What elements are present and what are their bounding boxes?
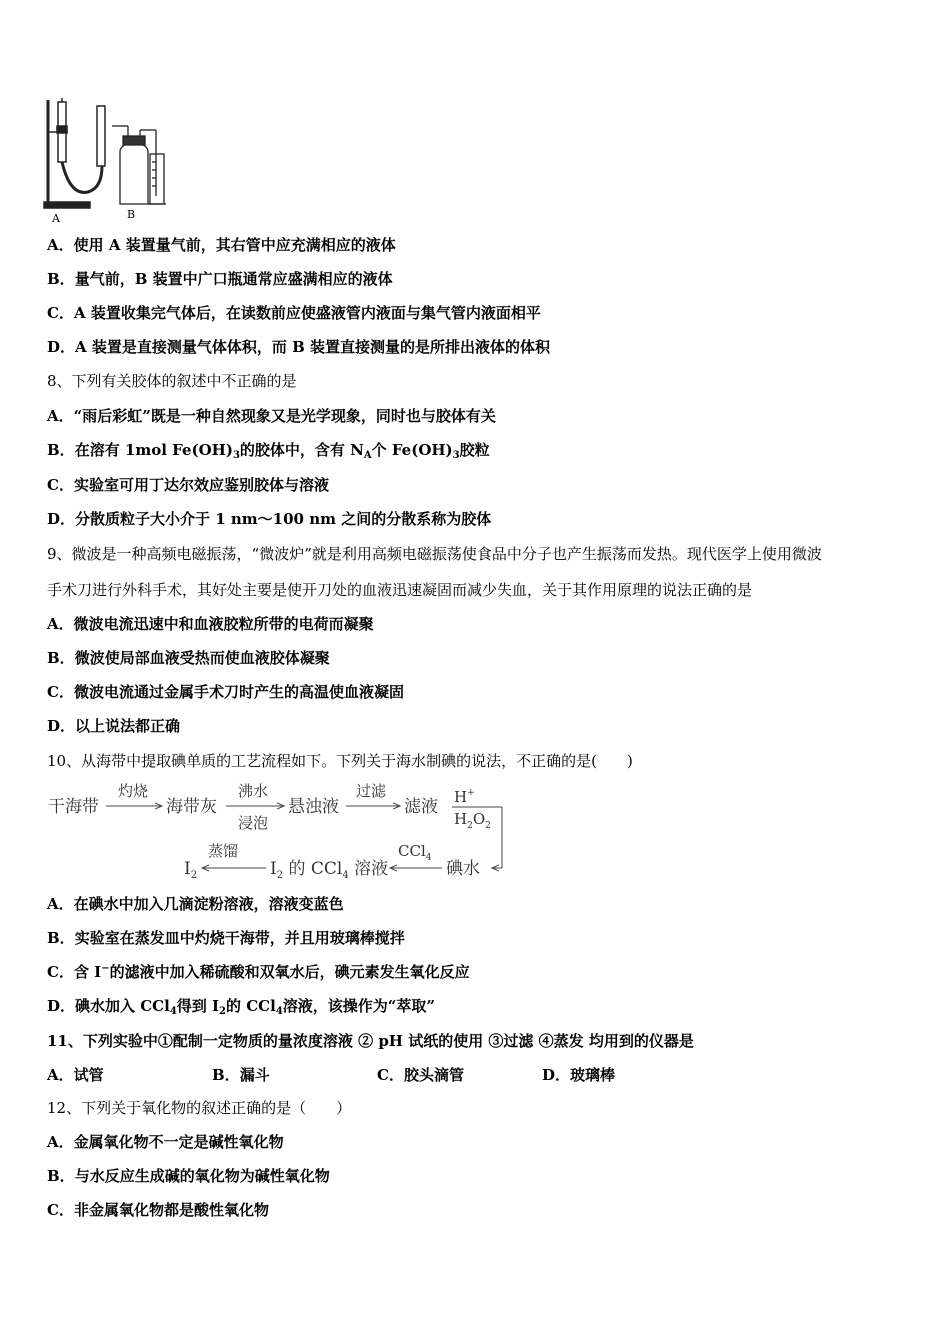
q10-option-a: A．在碘水中加入几滴淀粉溶液，溶液变蓝色 bbox=[47, 895, 344, 913]
q9-option-a: A．微波电流迅速中和血液胶粒所带的电荷而凝聚 bbox=[47, 615, 374, 633]
q11-option-c: C．胶头滴管 bbox=[377, 1066, 464, 1084]
q10-option-b: B．实验室在蒸发皿中灼烧干海带，并且用玻璃棒搅拌 bbox=[47, 929, 405, 947]
flow-node-kelp-ash: 海带灰 bbox=[166, 797, 217, 817]
flow-node-suspension: 悬浊液 bbox=[288, 797, 339, 817]
iodine-flowchart bbox=[44, 780, 514, 884]
flow-reagent-h: H+ bbox=[454, 788, 475, 806]
flow-node-dry-kelp: 干海带 bbox=[48, 797, 99, 817]
q11-option-d: D．玻璃棒 bbox=[542, 1066, 616, 1084]
q9-option-d: D．以上说法都正确 bbox=[47, 717, 181, 735]
q7-option-d: D．A 装置是直接测量气体体积，而 B 装置直接测量的是所排出液体的体积 bbox=[47, 338, 551, 356]
flow-node-filtrate: 滤液 bbox=[404, 797, 438, 817]
flow-node-i2: $I_2$ bbox=[184, 859, 198, 881]
q8-option-b: B．在溶有 1mol $Fe(OH)_3$的胶体中，含有 $N_A$个 $Fe(OH)_3$胶粒 bbox=[47, 441, 490, 461]
q10-option-d: D．碘水加入 CCl$_4$得到 $I_2$的 CCl$_4$溶液，该操作为“萃取” bbox=[47, 997, 436, 1017]
q9-stem-line2: 手术刀进行外科手术，其好处主要是使开刀处的血液迅速凝固而减少失血，关于其作用原理的说法正确的是 bbox=[47, 581, 753, 599]
flow-arrow-label-burn: 灼烧 bbox=[118, 782, 149, 800]
flow-reagent-h2o2: $H_2O_2$ bbox=[454, 810, 491, 831]
q12-option-b: B．与水反应生成碱的氧化物为碱性氧化物 bbox=[47, 1167, 330, 1185]
q9-option-c: C．微波电流通过金属手术刀时产生的高温使血液凝固 bbox=[47, 683, 404, 701]
q7-option-c: C．A 装置收集完气体后，在读数前应使盛液管内液面与集气管内液面相平 bbox=[47, 304, 541, 322]
q8-option-a: A．“雨后彩虹”既是一种自然现象又是光学现象，同时也与胶体有关 bbox=[47, 407, 496, 425]
flow-arrow-label-filter: 过滤 bbox=[356, 782, 387, 800]
flow-node-iodine-water: 碘水 bbox=[446, 859, 480, 879]
q11-options bbox=[47, 1065, 615, 1085]
q10-stem: 10、从海带中提取碘单质的工艺流程如下。下列关于海水制碘的说法，不正确的是( ) bbox=[47, 752, 633, 770]
q8-option-d: D．分散质粒子大小介于 1 nm～100 nm 之间的分散系称为胶体 bbox=[47, 510, 492, 528]
figure-label-b: B bbox=[127, 208, 136, 221]
q11-option-b: B．漏斗 bbox=[212, 1066, 270, 1084]
q11-stem: 11、下列实验中①配制一定物质的量浓度溶液 ② pH 试纸的使用 ③过滤 ④蒸发 均用到的仪器是 bbox=[47, 1032, 694, 1050]
q7-option-b: B．量气前，B 装置中广口瓶通常应盛满相应的液体 bbox=[47, 270, 393, 288]
q8-option-c: C．实验室可用丁达尔效应鉴别胶体与溶液 bbox=[47, 476, 329, 494]
q10-option-c: C．含 I−的滤液中加入稀硫酸和双氧水后，碘元素发生氧化反应 bbox=[47, 963, 470, 981]
q7-option-a: A．使用 A 装置量气前，其右管中应充满相应的液体 bbox=[47, 236, 396, 254]
flow-node-i2-ccl4: $I_2$ 的 CCl$_4$ 溶液 bbox=[270, 859, 389, 881]
figure-label-a: A bbox=[52, 212, 60, 225]
q12-stem: 12、下列关于氧化物的叙述正确的是（ ） bbox=[47, 1099, 352, 1117]
flow-arrow-label-distill: 蒸馏 bbox=[208, 842, 239, 860]
apparatus-figure bbox=[40, 96, 180, 228]
q12-option-c: C．非金属氧化物都是酸性氧化物 bbox=[47, 1201, 269, 1219]
q9-option-b: B．微波使局部血液受热而使血液胶体凝聚 bbox=[47, 649, 330, 667]
q12-option-a: A．金属氧化物不一定是碱性氧化物 bbox=[47, 1133, 284, 1151]
flow-arrow-label-boil: 沸水 bbox=[238, 782, 269, 800]
q8-stem: 8、下列有关胶体的叙述中不正确的是 bbox=[47, 372, 297, 390]
flow-arrow-label-soak: 浸泡 bbox=[238, 814, 269, 832]
q11-option-a: A．试管 bbox=[47, 1066, 104, 1084]
q9-stem-line1: 9、微波是一种高频电磁振荡，“微波炉”就是利用高频电磁振荡使食品中分子也产生振荡而发热。现代医学上使用微波 bbox=[47, 545, 822, 563]
flow-arrow-label-ccl4: CCl$_4$ bbox=[398, 842, 432, 863]
